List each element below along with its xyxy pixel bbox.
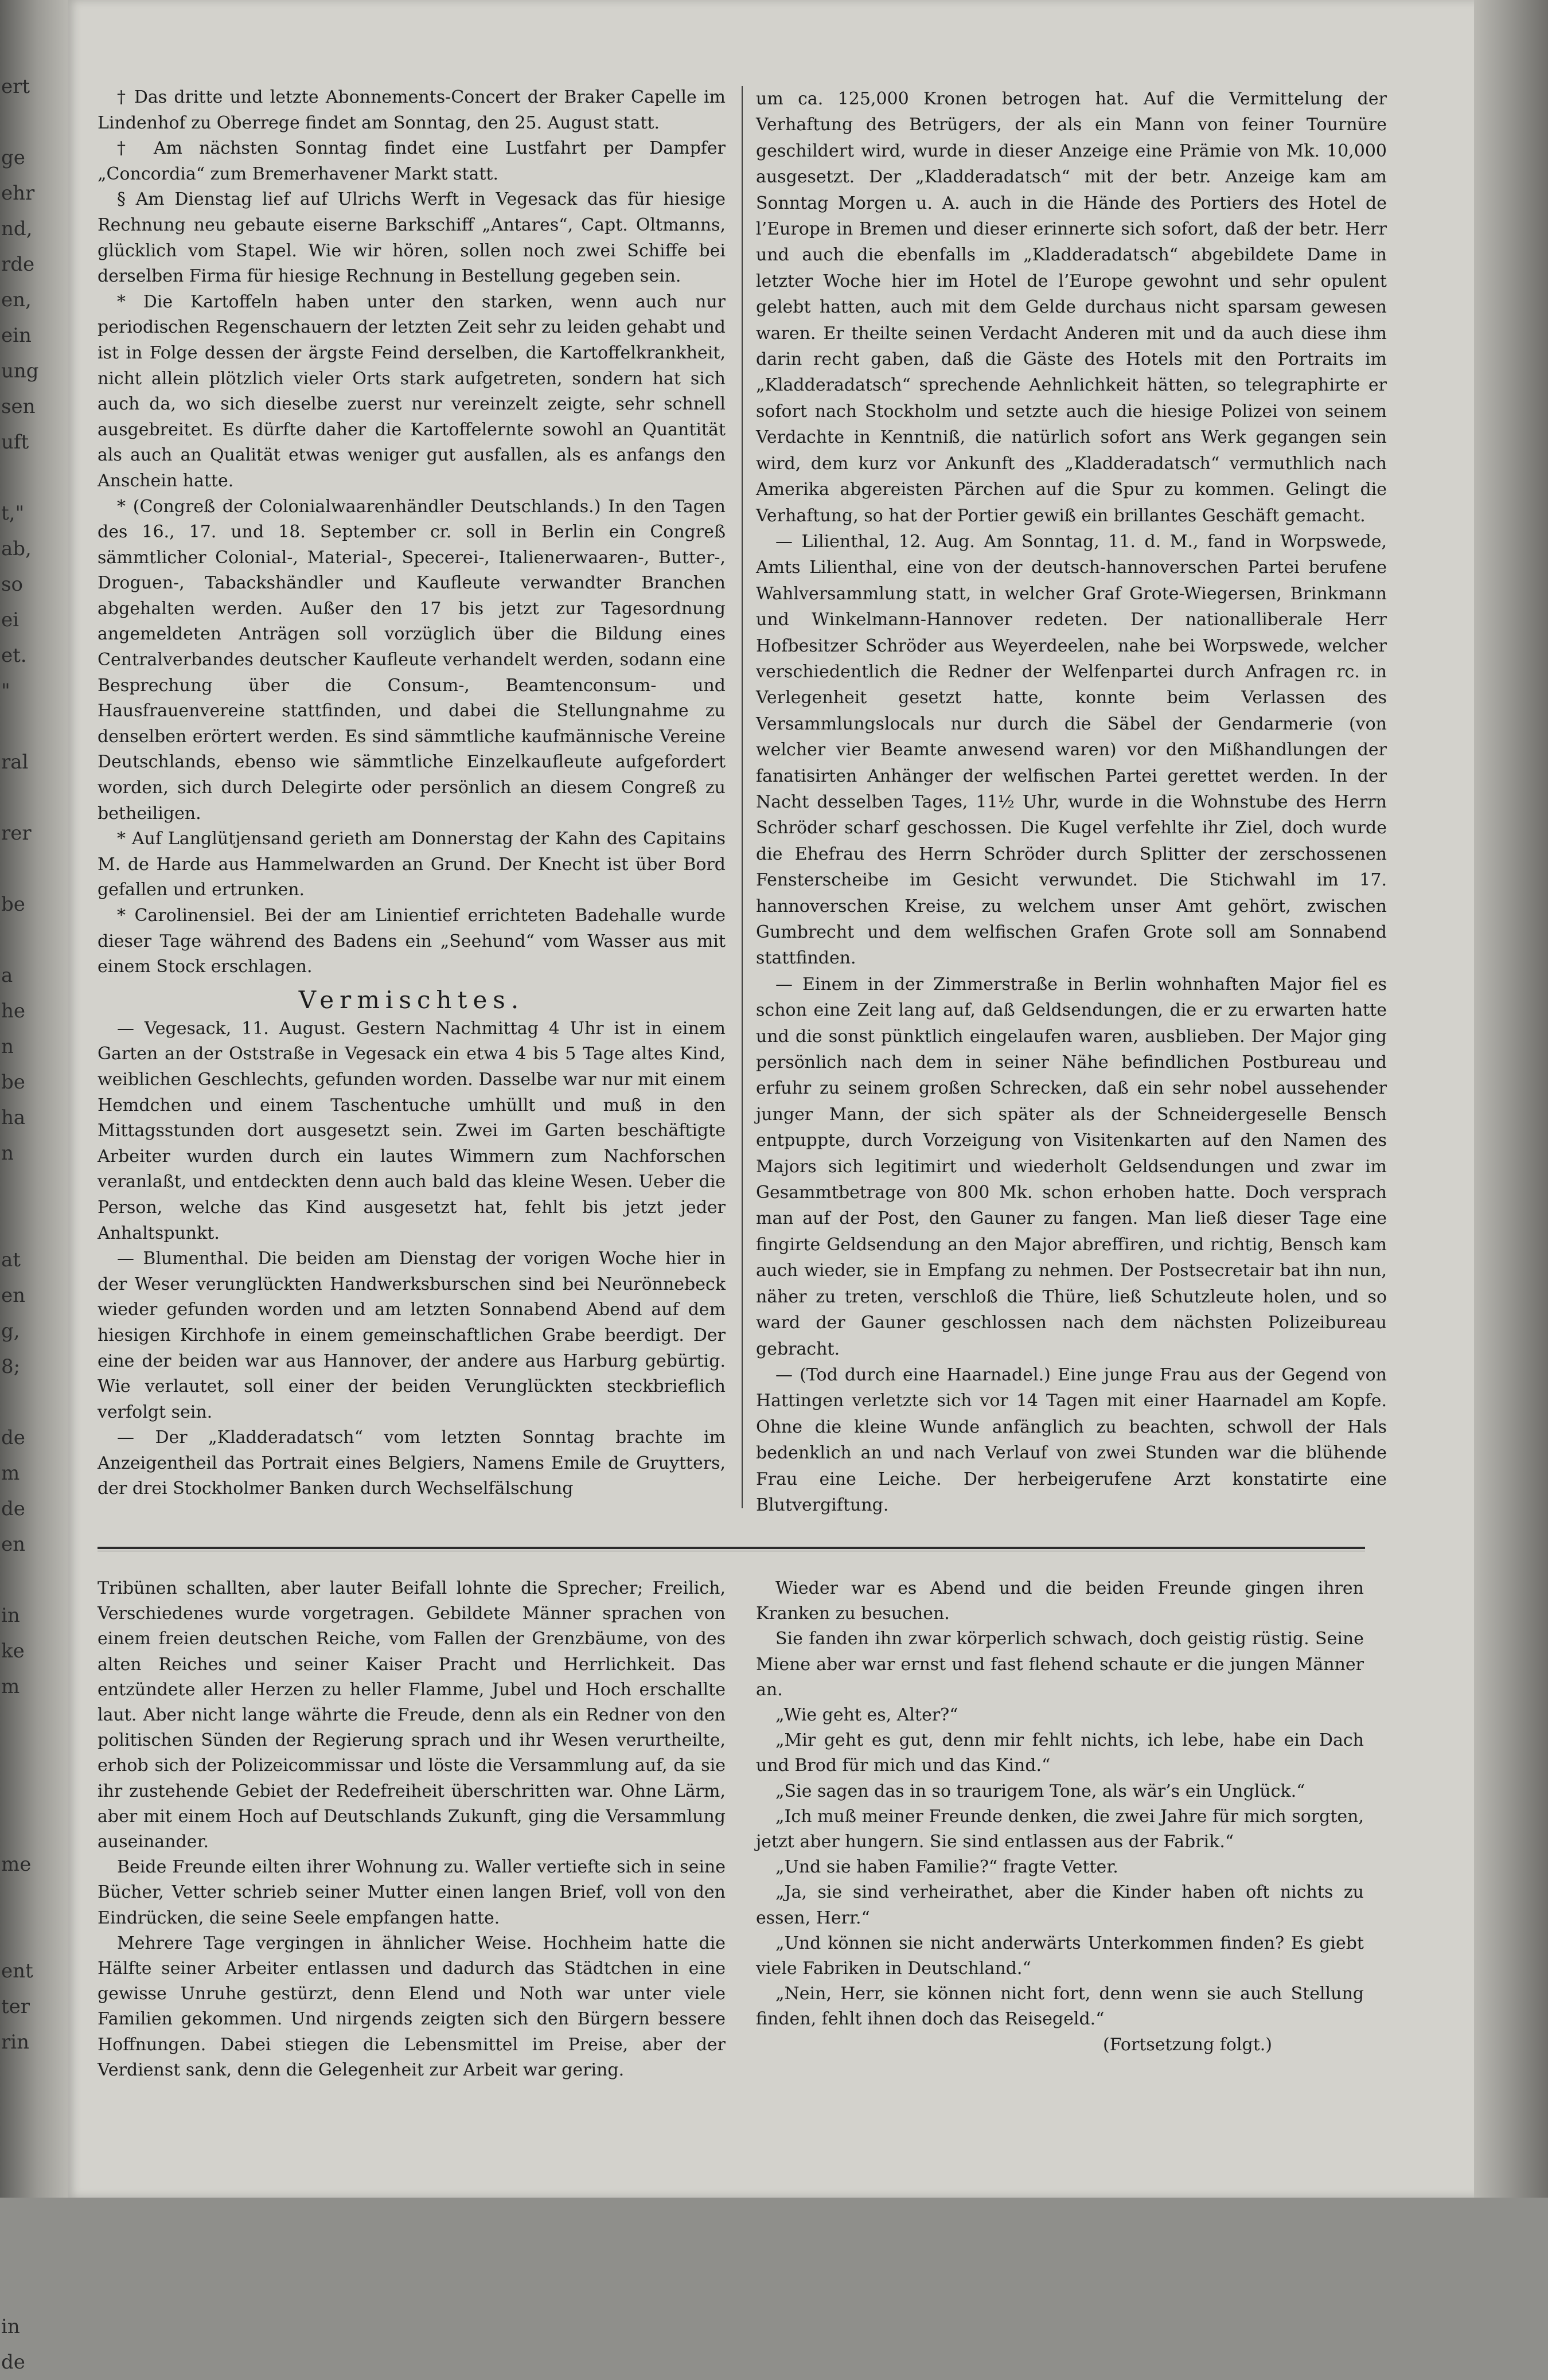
paragraph: * Die Kartoffeln haben unter den starken, wenn auch nur periodischen Regenschauern der letzten Zeit sehr zu leiden gehabt und ist in Folge dessen der ärgste Feind derselben, die Kartoffelkrankheit, nicht allein plötzlich vieler Orts stark aufgetreten, sondern hat sich auch da, wo sich dieselbe zuerst nur vereinzelt zeigte, sehr schnell ausgebreitet. Es dürfte daher die Kartoffelernte sowohl an Quantität als auch an Qualität etwas weniger gut ausfallen, als es anfangs den Anschein hatte. [98,291,726,491]
paragraph: † Am nächsten Sonntag findet eine Lustfahrt per Dampfer „Concordia“ zum Bremerhavener Markt statt. [98,138,726,184]
continuation-note: (Fortsetzung folgt.) [1103,2034,1272,2055]
feuilleton-divider [98,1547,1365,1549]
paragraph: „Nein, Herr, sie können nicht fort, denn wenn sie auch Stellung finden, fehlt ihnen doch das Reisegeld.“ [756,1984,1364,2030]
paragraph: „Sie sagen das in so traurigem Tone, als wär’s ein Unglück.“ [775,1781,1305,1801]
paragraph: — Vegesack, 11. August. Gestern Nachmittag 4 Uhr ist in einem Garten an der Oststraße in Vegesack ein etwa 4 bis 5 Tage altes Kind, weiblichen Geschlechts, gefunden worden. Dasselbe war nur mit einem Hemdchen und einem Taschentuche umhüllt und muß in den Mittagsstunden dort ausgesetzt sein. Zwei im Garten beschäftigte Arbeiter wurden durch ein lautes Wimmern zum Nachforschen veranlaßt, und entdeckten denn auch bald das kleine Wesen. Ueber die Person, welche das Kind ausgesetzt hat, fehlt bis jetzt jeder Anhaltspunkt. [98,1018,726,1243]
section-heading: Vermischtes. [298,985,525,1014]
column-left-top [98,85,726,1502]
paragraph: Wieder war es Abend und die beiden Freunde gingen ihren Kranken zu besuchen. [756,1578,1364,1624]
paragraph: † Das dritte und letzte Abonnements-Concert der Braker Capelle im Lindenhof zu Oberrege findet am Sonntag, den 25. August statt. [98,87,726,133]
paragraph: § Am Dienstag lief auf Ulrichs Werft in Vegesack das für hiesige Rechnung neu gebaute eiserne Barkschiff „Antares“, Capt. Oltmanns, glücklich vom Stapel. Wie wir hören, sollen noch zwei Schiffe bei derselben Firma für hiesige Rechnung in Bestellung gegeben sein. [98,189,726,287]
paragraph: * (Congreß der Colonialwaarenhändler Deutschlands.) In den Tagen des 16., 17. und 18. September cr. soll in Berlin ein Congreß sämmtlicher Colonial-, Material-, Specerei-, Italienerwaaren-, Butter-, Droguen-, Tabackshändler und Kaufleute verwandter Branchen abgehalten werden. Außer den 17 bis jetzt zur Tagesordnung angemeldeten Anträgen soll vorzüglich über die Bildung eines Centralverbandes deutscher Kaufleute verhandelt werden, sodann eine Besprechung über die Consum-, Beamtenconsum- und Hausfrauenvereine stattfinden, und dabei die Stellungnahme zu denselben erörtert werden. Es sind sämmtliche kaufmännische Vereine Deutschlands, ebenso wie sämmtliche Einzelkaufleute aufgefordert worden, sich durch Delegirte oder persönlich an diesem Congreß zu betheiligen. [98,496,726,824]
paragraph: — (Tod durch eine Haarnadel.) Eine junge Frau aus der Gegend von Hattingen verletzte sich vor 14 Tagen mit einer Haarnadel am Kopfe. Ohne die kleine Wunde anfänglich zu beachten, schwoll der Hals bedenklich an und nach Verlauf von zwei Stunden war die blühende Frau eine Leiche. Der herbeigerufene Arzt konstatirte eine Blutvergiftung. [756,1364,1387,1515]
paragraph: Mehrere Tage vergingen in ähnlicher Weise. Hochheim hatte die Hälfte seiner Arbeiter entlassen und dadurch das Städtchen in eine gewisse Unruhe gestürzt, denn Elend und Noth war unter viele Familien gekommen. Und nirgends zeigten sich den Bürgern bessere Hoffnungen. Dabei stiegen die Lebensmittel im Preise, aber der Verdienst sank, denn die Gelegenheit zur Arbeit war gering. [98,1933,726,2080]
paragraph: Sie fanden ihn zwar körperlich schwach, doch geistig rüstig. Seine Miene aber war ernst und fast flehend schaute er die jungen Männer an. [756,1629,1364,1700]
paragraph: * Auf Langlütjensand gerieth am Donnerstag der Kahn des Capitains M. de Harde aus Hammelwarden an Grund. Der Knecht ist über Bord gefallen und ertrunken. [98,829,726,900]
paragraph: um ca. 125,000 Kronen betrogen hat. Auf die Vermittelung der Verhaftung des Betrügers, der als ein Mann von feiner Tournüre geschildert wird, wurde in dieser Anzeige eine Prämie von Mk. 10,000 ausgesetzt. Der „Kladderadatsch“ mit der betr. Anzeige kam am Sonntag Morgen u. A. auch in die Hände des Portiers des Hotel de l’Europe in Bremen und dieser erinnerte sich sofort, daß der betr. Herr und auch die ebenfalls im „Kladderadatsch“ abgebildete Dame in letzter Woche hier im Hotel de l’Europe gewohnt und sehr opulent gelebt hatten, auch mit dem Gelde durchaus nicht sparsam gewesen waren. Er theilte seinen Verdacht Anderen mit und da auch diese ihm darin recht gaben, daß die Gäste des Hotels mit den Portraits im „Kladderadatsch“ sprechende Aehnlichkeit hätten, so telegraphirte er sofort nach Stockholm und setzte auch die hiesige Polizei von seinem Verdachte in Kenntniß, die natürlich sofort ans Werk gegangen sein wird, dem kurz vor Ankunft des „Kladderadatsch“ vermuthlich nach Amerika abgereisten Pärchen auf die Spur zu kommen. Gelingt die Verhaftung, so hat der Portier gewiß ein brillantes Geschäft gemacht. [756,89,1387,526]
paragraph: — Einem in der Zimmerstraße in Berlin wohnhaften Major fiel es schon eine Zeit lang auf, daß Geldsendungen, die er zu erwarten hatte und die sonst pünktlich eingelaufen waren, ausblieben. Der Major ging persönlich nach dem in seiner Nähe befindlichen Postbureau und erfuhr zu seinem großen Schrecken, daß ein sehr nobel aussehender junger Mann, der sich später als der Schneidergeselle Bensch entpuppte, durch Vorzeigung von Visitenkarten auf den Namen des Majors sich legitimirt und wiederholt Geldsendungen und zwar im Gesammtbetrage von 800 Mk. schon erhoben hatte. Doch versprach man auf der Post, den Gauner zu fangen. Man ließ dieser Tage eine fingirte Geldsendung an den Major abreffiren, und richtig, Bensch kam auch wieder, sie in Empfang zu nehmen. Der Postsecretair bat ihn nun, näher zu treten, verschloß die Thüre, ließ Schutzleute holen, und so ward der Gauner geschlossen nach dem nächsten Polizeibureau gebracht. [756,974,1387,1359]
column-left-bottom [98,1576,726,2083]
paragraph: — Lilienthal, 12. Aug. Am Sonntag, 11. d. M., fand in Worpswede, Amts Lilienthal, eine von der deutsch-hannoverschen Partei berufene Wahlversammlung statt, in welcher Graf Grote-Wiegersen, Brinkmann und Winkelmann-Hannover redeten. Der nationalliberale Herr Hofbesitzer Schröder aus Weyerdeelen, nahe bei Worpswede, welcher verschiedentlich die Redner der Welfenpartei durch Anfragen rc. in Verlegenheit gesetzt hatte, konnte beim Verlassen des Versammlungslocals nur durch die Säbel der Gendarmerie (von welcher vier Beamte anwesend waren) vor den Mißhandlungen der fanatisirten Anhänger der welfischen Partei gerettet werden. In der Nacht desselben Tages, 11½ Uhr, wurde in die Wohnstube des Herrn Schröder scharf geschossen. Die Kugel verfehlte ihr Ziel, doch wurde die Ehefrau des Herrn Schröder durch Splitter der zerschossenen Fensterscheibe im Gesicht verwundet. Die Stichwahl im 17. hannoverschen Kreise, zu welchem unser Amt gehört, zwischen Gumbrecht und dem welfischen Grafen Grote soll am Sonnabend stattfinden. [756,531,1387,969]
page-right-edge [1474,0,1548,2198]
paragraph: — Der „Kladderadatsch“ vom letzten Sonntag brachte im Anzeigentheil das Portrait eines Belgiers, Namens Emile de Gruytters, der drei Stockholmer Banken durch Wechselfälschung [98,1427,726,1499]
paragraph: „Ja, sie sind verheirathet, aber die Kinder haben oft nichts zu essen, Herr.“ [756,1882,1364,1928]
column-divider [742,86,743,1508]
paragraph: * Carolinensiel. Bei der am Linientief errichteten Badehalle wurde dieser Tage während des Badens ein „Seehund“ vom Wasser aus mit einem Stock erschlagen. [98,906,726,977]
paragraph: „Und sie haben Familie?“ fragte Vetter. [775,1857,1118,1878]
book-spine-edge [0,0,68,2374]
adjacent-page-fragments: ert ge ehr nd, rde en, ein ung sen uft t," ab, so ei et. " ral rer be a he n be ha n at en g, 8; de m de en in ke m me ent ter rin in de [1,75,39,2374]
column-right-bottom [756,1576,1364,2058]
paragraph: Beide Freunde eilten ihrer Wohnung zu. Waller vertiefte sich in seine Bücher, Vetter schrieb seiner Mutter einen langen Brief, voll von den Eindrücken, die seine Seele empfangen hatte. [98,1857,726,1928]
column-right-top [756,86,1387,1518]
paragraph: Tribünen schallten, aber lauter Beifall lohnte die Sprecher; Freilich, Verschiedenes wurde vorgetragen. Gebildete Männer sprachen von einem freien deutschen Reiche, vom Fallen der Grenzbäume, von des alten Reiches und seiner Kaiser Pracht und Herrlichkeit. Das entzündete aller Herzen zu heller Flamme, Jubel und Hoch erschallte laut. Aber nicht lange währte die Freude, denn als ein Redner von den politischen Sünden der Regierung sprach und ihr Wesen verurtheilte, erhob sich der Polizeicommissar und löste die Versammlung auf, da sie ihr zustehende Gebiet der Redefreiheit überschritten war. Ohne Lärm, aber mit einem Hoch auf Deutschlands Zukunft, ging die Versammlung auseinander. [98,1578,726,1852]
paragraph: „Mir geht es gut, denn mir fehlt nichts, ich lebe, habe ein Dach und Brod für mich und das Kind.“ [756,1730,1364,1776]
paragraph: „Wie geht es, Alter?“ [775,1705,958,1726]
paragraph: „Und können sie nicht anderwärts Unterkommen finden? Es giebt viele Fabriken in Deutschland.“ [756,1933,1364,1979]
paragraph: „Ich muß meiner Freunde denken, die zwei Jahre für mich sorgten, jetzt aber hungern. Sie sind entlassen aus der Fabrik.“ [756,1806,1364,1852]
paragraph: — Blumenthal. Die beiden am Dienstag der vorigen Woche hier in der Weser verunglückten Handwerksburschen sind bei Neurönnebeck wieder gefunden worden und am letzten Sonnabend Abend auf dem hiesigen Kirchhofe in einem gemeinschaftlichen Grabe beerdigt. Der eine der beiden war aus Hannover, der andere aus Harburg gebürtig. Wie verlautet, soll einer der beiden Verunglückten steckbrieflich verfolgt sein. [98,1248,726,1422]
